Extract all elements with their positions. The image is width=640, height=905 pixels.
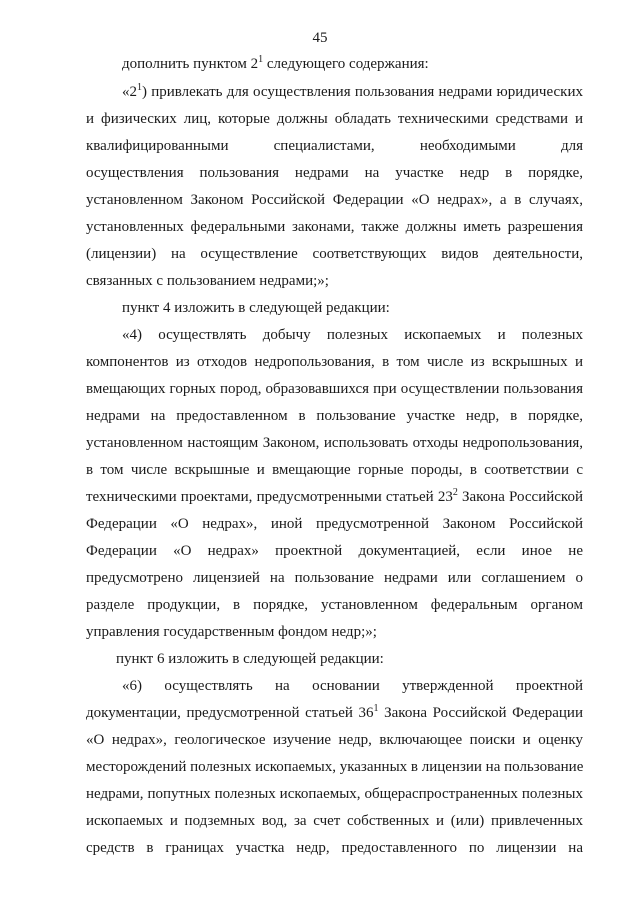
text-line: техническими проектами, предусмотренными статьей $23^2$ Закона Российской — [86, 487, 583, 505]
text-line: Федерации «О недрах», иной предусмотренной Законом Российской — [86, 516, 583, 532]
text-line: связанных с пользованием недрами;»; — [86, 273, 329, 289]
text-line: пункт 6 изложить в следующей редакции: — [116, 651, 384, 667]
text-line: недрами на предоставленном в пользование участке недр, в порядке, — [86, 408, 583, 424]
text-line: в том числе вскрышные и вмещающие горные породы, в соответствии с — [86, 462, 583, 478]
text-line: месторождений полезных ископаемых, указанных в лицензии на пользование — [86, 759, 584, 775]
text-line: средств в границах участка недр, предоставленного по лицензии на — [86, 840, 583, 856]
text-line: недрами, попутных полезных ископаемых, общераспространенных полезных — [86, 786, 583, 802]
text-line: ископаемых и подземных вод, за счет собственных и (или) привлеченных — [86, 813, 583, 829]
text-line: разделе продукции, в порядке, установленном федеральным органом — [86, 597, 583, 613]
text-line: дополнить пунктом $2^1$ следующего содержания: — [122, 54, 429, 72]
text-line: «$2^1$) привлекать для осуществления пользования недрами юридических — [122, 82, 583, 100]
text-line: Федерации «О недрах» проектной документацией, если иное не — [86, 543, 583, 559]
text-line: (лицензии) на осуществление соответствующих видов деятельности, — [86, 246, 583, 262]
text-line: осуществления пользования недрами на участке недр в порядке, — [86, 165, 583, 181]
text-line: и физических лиц, которые должны обладать техническими средствами и — [86, 111, 583, 127]
page-number: 45 — [312, 30, 328, 46]
text-line: документации, предусмотренной статьей $36^1$ Закона Российской Федерации — [86, 703, 583, 721]
text-line: управления государственным фондом недр;»; — [86, 624, 377, 640]
text-line: установленном Законом Российской Федерации «О недрах», а в случаях, — [86, 192, 583, 208]
text-line: «4) осуществлять добычу полезных ископаемых и полезных — [122, 327, 583, 343]
text-line: «6) осуществлять на основании утвержденной проектной — [122, 678, 583, 694]
text-line: компонентов из отходов недропользования, в том числе из вскрышных и — [86, 354, 583, 370]
text-line: квалифицированными специалистами, необходимыми для — [86, 138, 583, 154]
text-line: пункт 4 изложить в следующей редакции: — [122, 300, 390, 316]
text-line: «О недрах», геологическое изучение недр, включающее поиски и оценку — [86, 732, 583, 748]
text-line: предусмотрено лицензией на пользование недрами или соглашением о — [86, 570, 583, 586]
text-line: установленном настоящим Законом, использовать отходы недропользования, — [86, 435, 583, 451]
text-line: вмещающих горных пород, образовавшихся при осуществлении пользования — [86, 381, 583, 397]
text-line: установленных федеральными законами, также должны иметь разрешения — [86, 219, 583, 235]
